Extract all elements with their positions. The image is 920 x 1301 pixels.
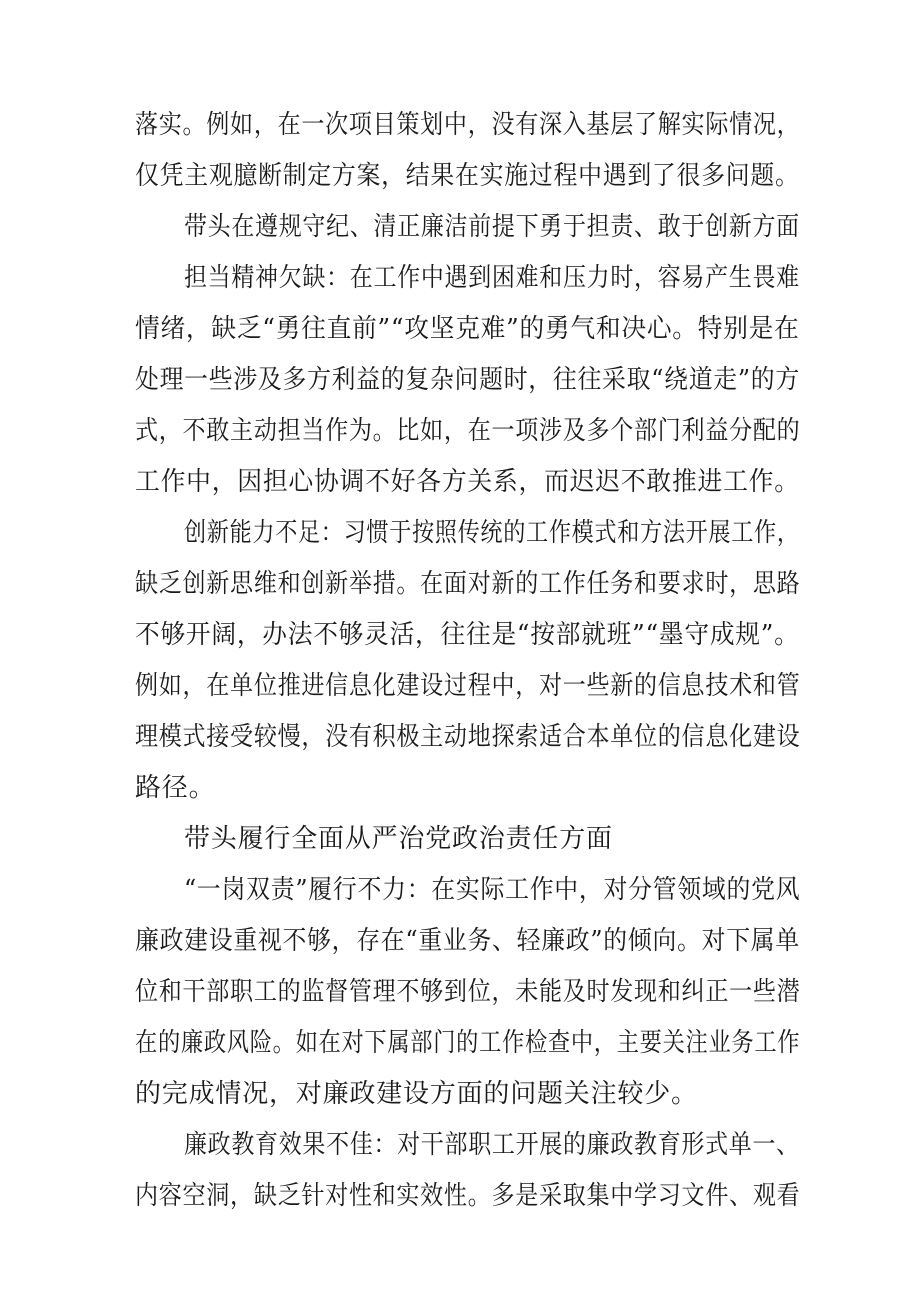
text-line: 位和干部职工的监督管理不够到位，未能及时发现和纠正一些潜	[135, 977, 801, 1007]
text-line: 仅凭主观臆断制定方案，结果在实施过程中遇到了很多问题。	[135, 161, 800, 191]
text-line: 处理一些涉及多方利益的复杂问题时，往往采取“绕道走”的方	[135, 365, 800, 395]
text-line: 工作中，因担心协调不好各方关系，而迟迟不敢推进工作。	[135, 467, 800, 497]
text-line: 担当精神欠缺：在工作中遇到困难和压力时，容易产生畏难	[184, 263, 800, 293]
text-line: 创新能力不足：习惯于按照传统的工作模式和方法开展工作，	[184, 518, 800, 548]
text-line: 情绪，缺乏“勇往直前”“攻坚克难”的勇气和决心。特别是在	[135, 314, 800, 344]
text-line: 的完成情况，对廉政建设方面的问题关注较少。	[135, 1079, 698, 1109]
text-line: 路径。	[135, 773, 216, 803]
section-heading: 带头履行全面从严治党政治责任方面	[184, 824, 613, 854]
text-line: 式，不敢主动担当作为。比如，在一项涉及多个部门利益分配的	[135, 416, 801, 446]
text-line: 廉政教育效果不佳：对干部职工开展的廉政教育形式单一、	[184, 1130, 800, 1160]
text-line: “一岗双责”履行不力：在实际工作中，对分管领域的党风	[184, 875, 801, 905]
text-line: 理模式接受较慢，没有积极主动地探索适合本单位的信息化建设	[135, 722, 801, 752]
text-line: 落实。例如，在一次项目策划中，没有深入基层了解实际情况，	[135, 110, 801, 140]
section-heading: 带头在遵规守纪、清正廉洁前提下勇于担责、敢于创新方面	[184, 212, 800, 242]
text-line: 缺乏创新思维和创新举措。在面对新的工作任务和要求时，思路	[135, 569, 801, 599]
text-line: 例如，在单位推进信息化建设过程中，对一些新的信息技术和管	[135, 671, 801, 701]
text-line: 内容空洞，缺乏针对性和实效性。多是采取集中学习文件、观看	[135, 1181, 801, 1211]
text-line: 在的廉政风险。如在对下属部门的工作检查中，主要关注业务工作	[135, 1028, 801, 1058]
text-line: 廉政建设重视不够，存在“重业务、轻廉政”的倾向。对下属单	[135, 926, 800, 956]
text-line: 不够开阔，办法不够灵活，往往是“按部就班”“墨守成规”。	[135, 620, 800, 650]
